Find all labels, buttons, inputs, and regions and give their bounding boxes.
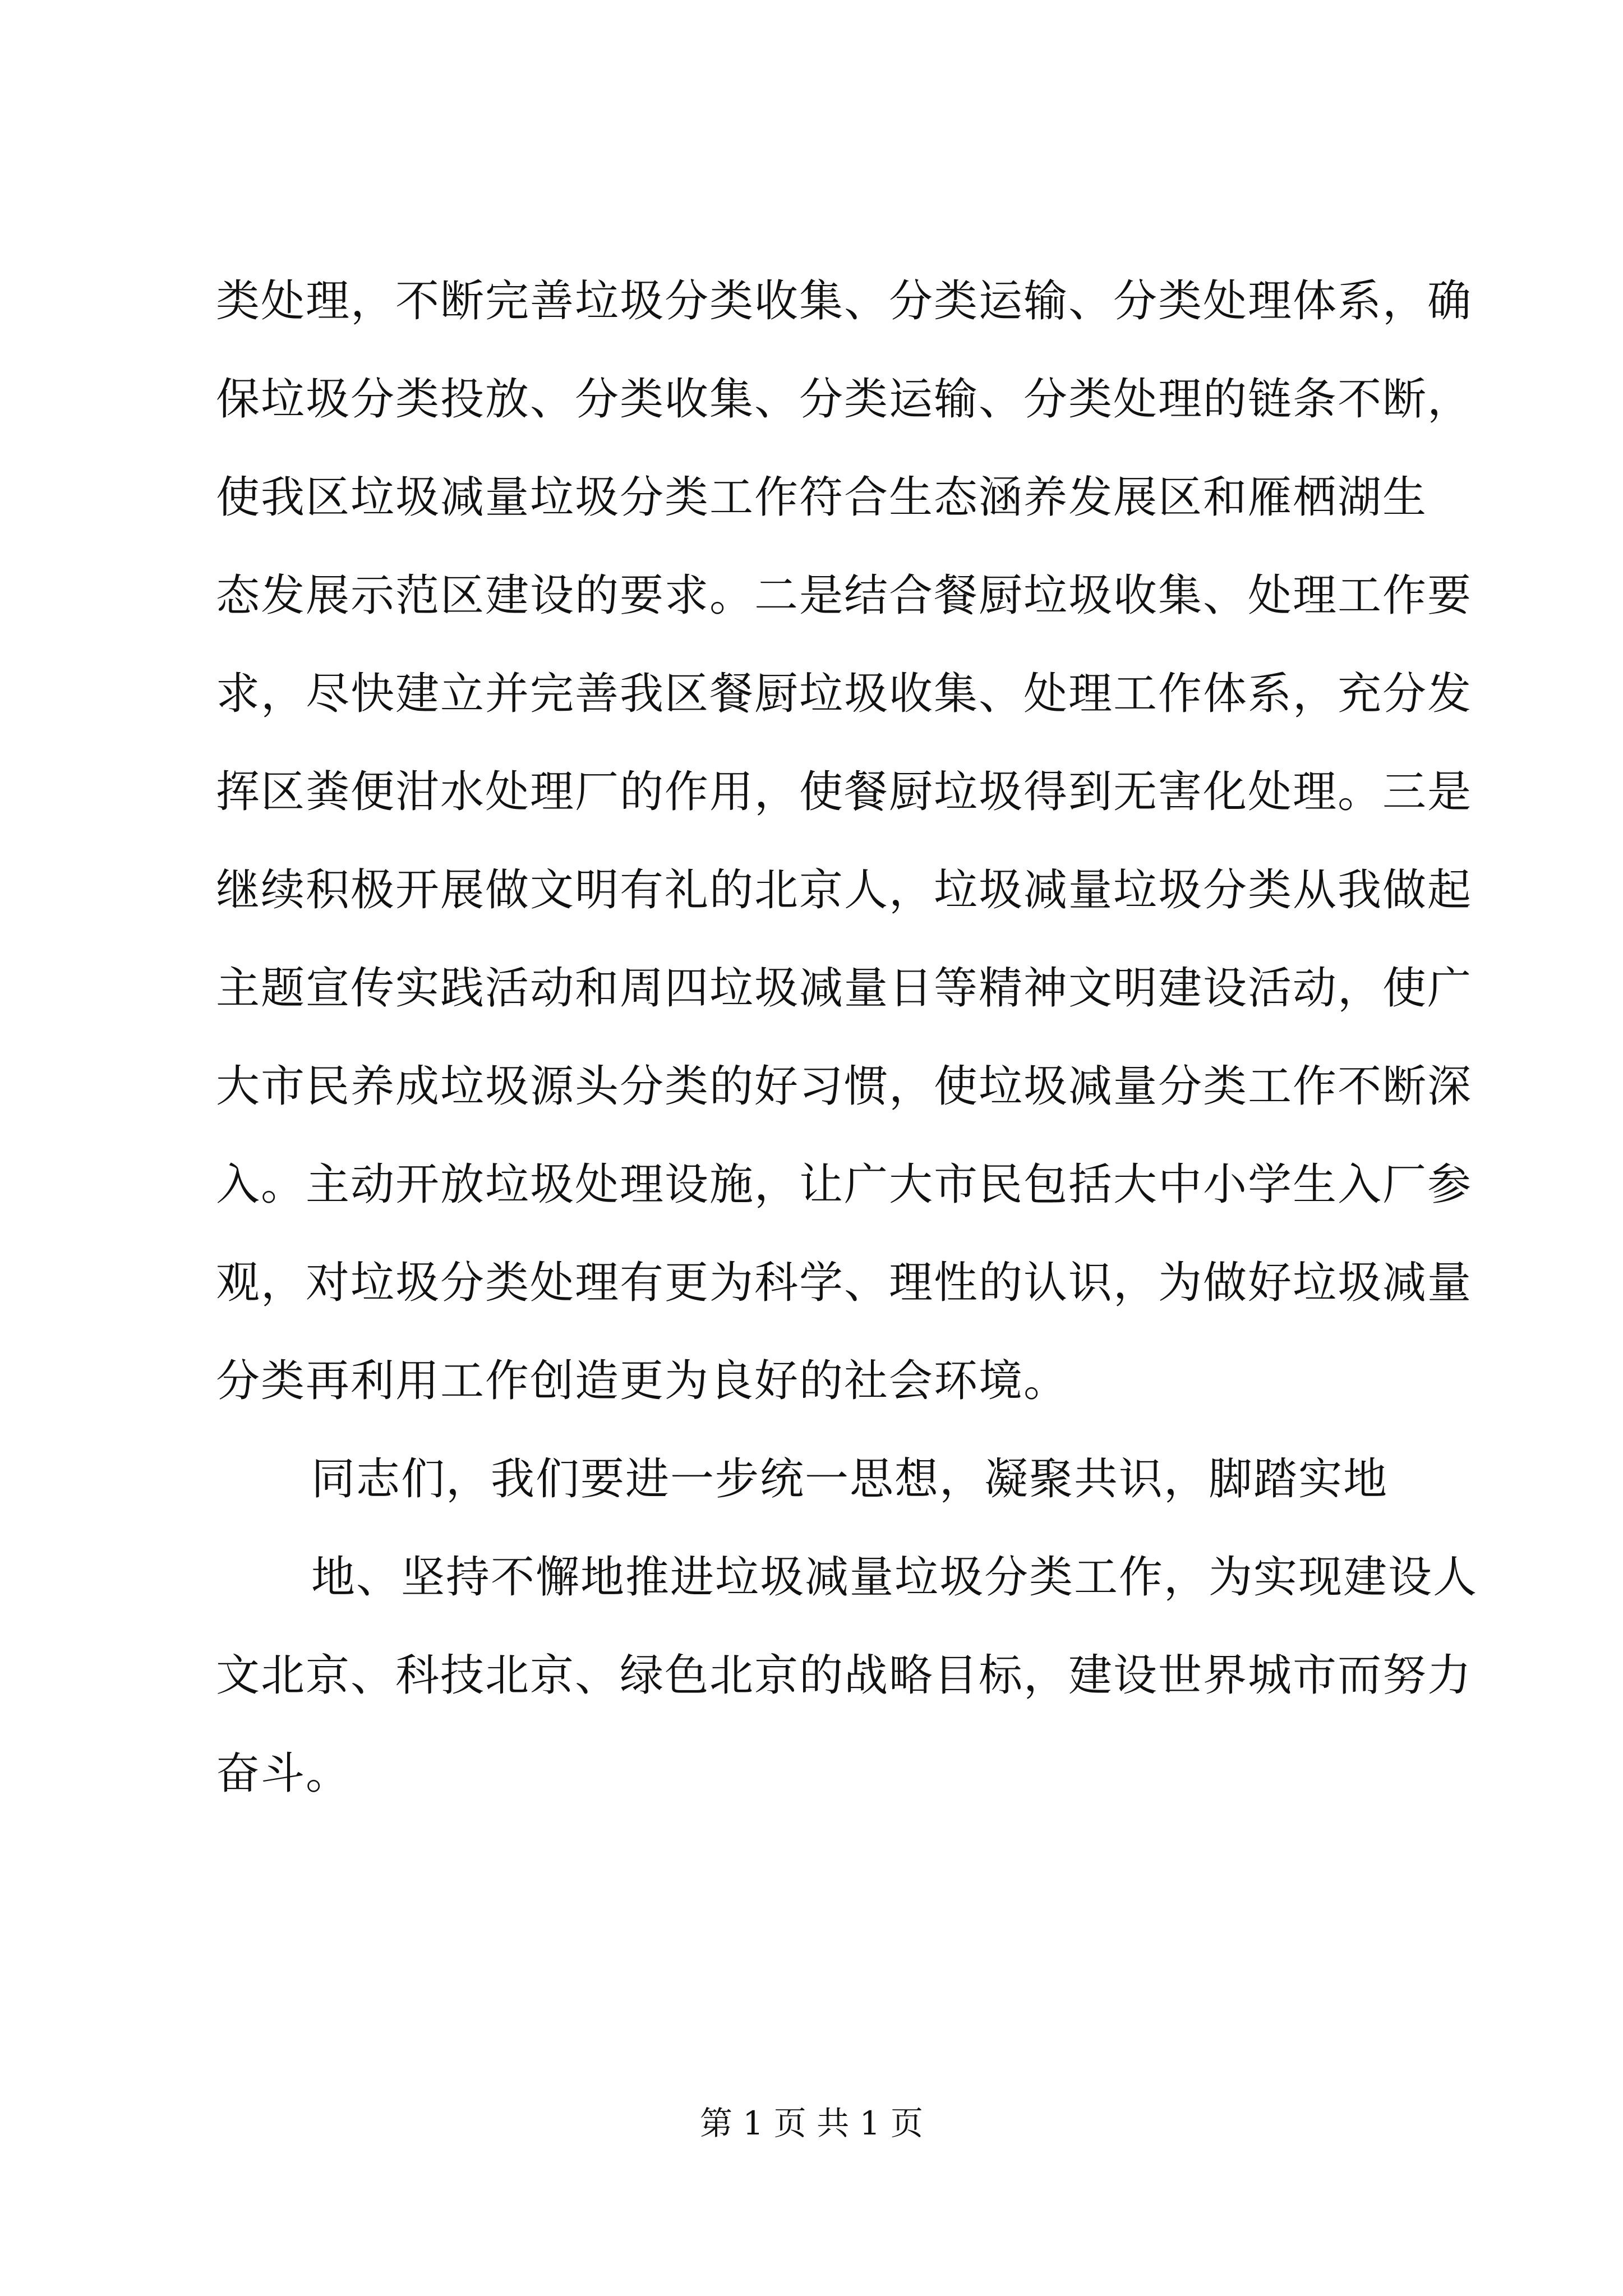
text-line: 观，对垃圾分类处理有更为科学、理性的认识，为做好垃圾减量: [216, 1258, 1473, 1308]
text-line: 保垃圾分类投放、分类收集、分类运输、分类处理的链条不断，: [216, 374, 1473, 425]
text-line: 同志们，我们要进一步统一思想，凝聚共识，脚踏实地: [311, 1454, 1389, 1504]
text-line: 继续积极开展做文明有礼的北京人，垃圾减量垃圾分类从我做起: [216, 865, 1473, 915]
page-footer: 第 1 页 共 1 页: [700, 2104, 923, 2142]
text-line: 主题宣传实践活动和周四垃圾减量日等精神文明建设活动，使广: [216, 963, 1473, 1014]
text-line: 地、坚持不懈地推进垃圾减量垃圾分类工作，为实现建设人: [311, 1552, 1478, 1603]
text-line: 入。主动开放垃圾处理设施，让广大市民包括大中小学生入厂参: [216, 1159, 1473, 1210]
text-line: 大市民养成垃圾源头分类的好习惯，使垃圾减量分类工作不断深: [216, 1061, 1473, 1112]
text-line: 求，尽快建立并完善我区餐厨垃圾收集、处理工作体系，充分发: [216, 669, 1473, 719]
body-text: [216, 252, 1478, 1823]
text-line: 态发展示范区建设的要求。二是结合餐厨垃圾收集、处理工作要: [216, 570, 1473, 621]
text-line: 类处理，不断完善垃圾分类收集、分类运输、分类处理体系，确: [216, 276, 1473, 326]
text-line: 奋斗。: [216, 1749, 351, 1799]
text-line: 分类再利用工作创造更为良好的社会环境。: [216, 1356, 1069, 1406]
text-line: 挥区粪便泔水处理厂的作用，使餐厨垃圾得到无害化处理。三是: [216, 767, 1473, 817]
text-line: 文北京、科技北京、绿色北京的战略目标，建设世界城市而努力: [216, 1650, 1473, 1701]
text-line: 使我区垃圾减量垃圾分类工作符合生态涵养发展区和雁栖湖生: [216, 472, 1428, 523]
